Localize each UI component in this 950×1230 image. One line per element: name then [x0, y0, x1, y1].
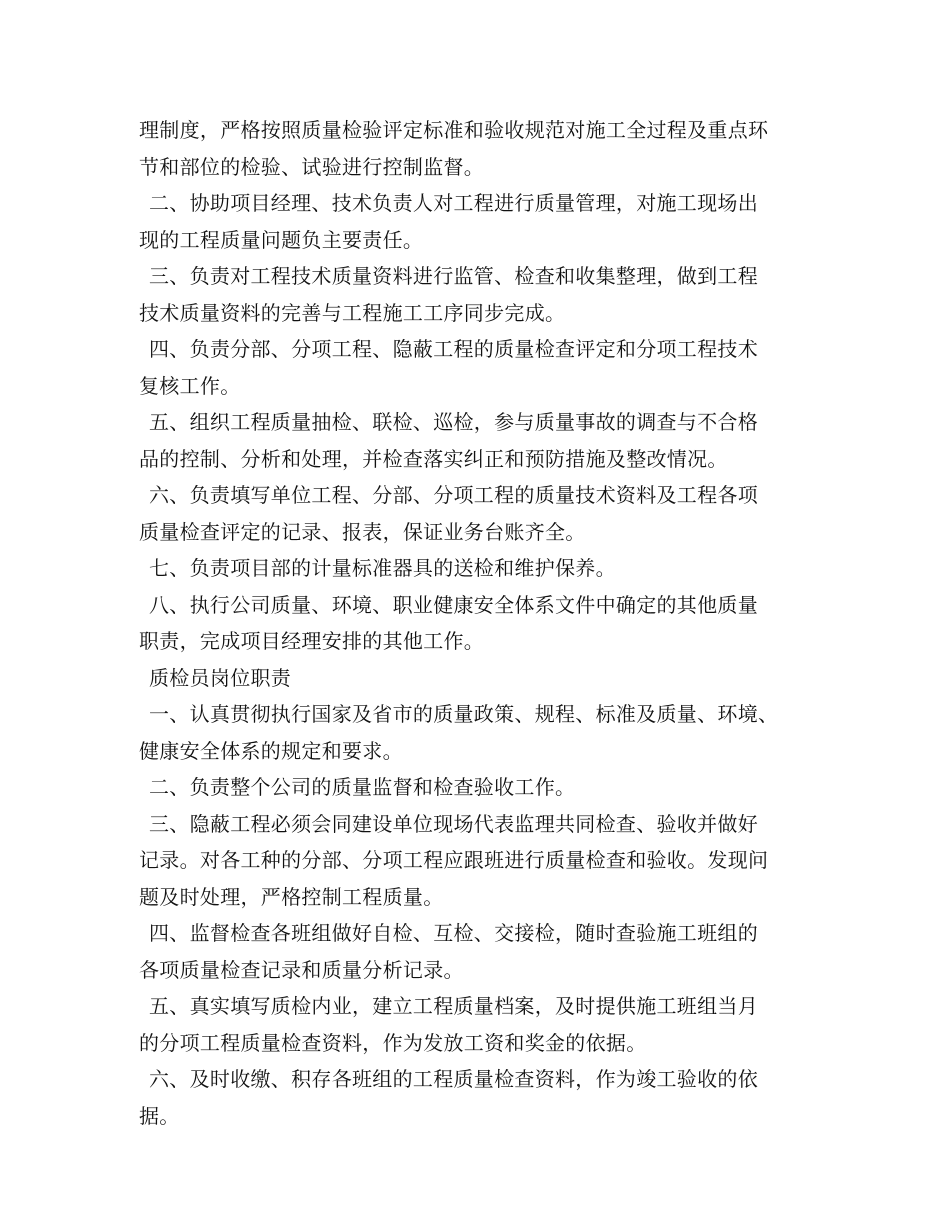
- text-line: 七、负责项目部的计量标准器具的送检和维护保养。: [149, 556, 616, 580]
- text-line: 八、执行公司质量、环境、职业健康安全体系文件中确定的其他质量: [149, 592, 758, 617]
- text-line: 一、认真贯彻执行国家及省市的质量政策、规程、标准及质量、环境、: [149, 702, 779, 726]
- text-line: 各项质量检查记录和质量分析记录。: [139, 957, 464, 982]
- text-line: 技术质量资料的完善与工程施工工序同步完成。: [139, 300, 566, 325]
- text-line: 质检员岗位职责: [149, 665, 292, 690]
- text-line: 五、真实填写质检内业，建立工程质量档案，及时提供施工班组当月: [149, 994, 758, 1018]
- text-line: 题及时处理，严格控制工程质量。: [139, 884, 444, 909]
- text-line: 品的控制、分析和处理，并检查落实纠正和预防措施及整改情况。: [139, 446, 728, 471]
- text-line: 记录。对各工种的分部、分项工程应跟班进行质量检查和验收。发现问: [139, 848, 769, 872]
- text-line: 健康安全体系的规定和要求。: [139, 738, 403, 763]
- text-line: 二、负责整个公司的质量监督和检查验收工作。: [149, 775, 576, 799]
- text-line: 复核工作。: [139, 373, 241, 398]
- text-line: 四、负责分部、分项工程、隐蔽工程的质量检查评定和分项工程技术: [149, 337, 758, 361]
- text-line: 现的工程质量问题负主要责任。: [139, 227, 424, 252]
- document-body: [139, 112, 839, 1134]
- text-line: 理制度，严格按照质量检验评定标准和验收规范对施工全过程及重点环: [139, 118, 769, 142]
- text-line: 三、负责对工程技术质量资料进行监管、检查和收集整理，做到工程: [149, 264, 758, 288]
- text-line: 质量检查评定的记录、报表，保证业务台账齐全。: [139, 519, 586, 544]
- text-line: 二、协助项目经理、技术负责人对工程进行质量管理，对施工现场出: [149, 191, 758, 215]
- text-line: 职责，完成项目经理安排的其他工作。: [139, 629, 485, 653]
- text-line: 六、及时收缴、积存各班组的工程质量检查资料，作为竣工验收的依: [149, 1067, 758, 1091]
- text-line: 据。: [139, 1103, 180, 1128]
- text-line: 六、负责填写单位工程、分部、分项工程的质量技术资料及工程各项: [149, 483, 758, 507]
- text-line: 节和部位的检验、试验进行控制监督。: [139, 154, 485, 179]
- text-line: 三、隐蔽工程必须会同建设单位现场代表监理共同检查、验收并做好: [149, 811, 758, 836]
- text-line: 四、监督检查各班组做好自检、互检、交接检，随时查验施工班组的: [149, 921, 758, 945]
- text-line: 的分项工程质量检查资料，作为发放工资和奖金的依据。: [139, 1030, 647, 1055]
- text-line: 五、组织工程质量抽检、联检、巡检，参与质量事故的调查与不合格: [149, 410, 758, 434]
